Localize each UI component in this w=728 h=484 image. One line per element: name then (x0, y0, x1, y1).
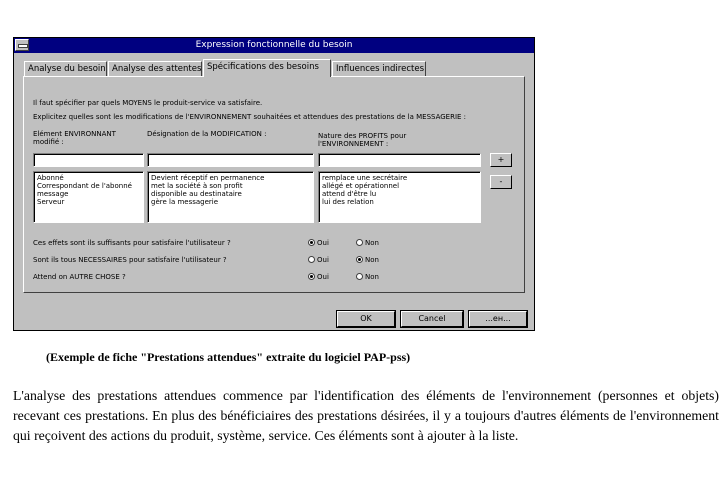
question-1-oui-radio[interactable] (308, 239, 315, 246)
more-button[interactable]: ...ен... (469, 311, 527, 327)
ok-button[interactable]: OK (337, 311, 395, 327)
list-item[interactable]: attend d'être lu (322, 190, 377, 198)
system-menu-icon[interactable] (15, 39, 29, 51)
cancel-button[interactable]: Cancel (401, 311, 463, 327)
question-2-oui-label: Oui (317, 256, 329, 264)
tab-label: Spécifications des besoins (207, 62, 319, 72)
question-3-non-label: Non (365, 273, 379, 281)
question-1-non-radio[interactable] (356, 239, 363, 246)
element-environnant-input[interactable] (33, 153, 144, 167)
col3-label-line1: Nature des PROFITS pour (318, 132, 407, 140)
question-3-oui-radio[interactable] (308, 273, 315, 280)
element-list[interactable] (33, 171, 144, 223)
dialog-title: Expression fonctionnelle du besoin (195, 40, 353, 50)
tab-analyse-du-besoin[interactable] (24, 61, 107, 76)
tab-label: Analyse des attentes (112, 64, 202, 74)
col1-label-line2: modifié : (33, 138, 64, 146)
nature-profits-input[interactable] (318, 153, 481, 167)
list-item[interactable]: allégé et opérationnel (322, 182, 400, 190)
dialog-titlebar[interactable] (14, 38, 534, 53)
tab-specifications-des-besoins[interactable] (203, 59, 331, 77)
question-1-non-label: Non (365, 239, 379, 247)
tab-analyse-des-attentes[interactable] (108, 61, 202, 76)
list-item[interactable]: met la société à son profit (151, 182, 243, 190)
tab-label: Analyse du besoin (28, 64, 106, 74)
body-paragraph: L'analyse des prestations attendues commence par l'identification des éléments de l'environnement (personnes et objets) recevant ces prestations. En plus des bénéficiaires des prestations désirées, il y a toujours d'autres éléments de l'environnement qui reçoivent des actions du produit, système, service. Ces éléments sont à ajouter à la liste. (13, 388, 719, 443)
list-item[interactable]: Devient réceptif en permanence (151, 174, 265, 182)
col2-label: Désignation de la MODIFICATION : (147, 130, 267, 138)
add-button[interactable]: + (490, 153, 512, 167)
dialog-window (13, 37, 535, 331)
col3-label-line2: l'ENVIRONNEMENT : (318, 140, 389, 148)
question-2-non-label: Non (365, 256, 379, 264)
question-3-text: Attend on AUTRE CHOSE ? (33, 273, 126, 281)
list-item[interactable]: Correspondant de l'abonné (37, 182, 132, 190)
question-3-oui-label: Oui (317, 273, 329, 281)
modification-list[interactable] (147, 171, 314, 223)
intro-text-1: Il faut spécifier par quels MOYENS le produit-service va satisfaire. (33, 99, 263, 107)
question-3-non-radio[interactable] (356, 273, 363, 280)
col1-label-line1: Elément ENVIRONNANT (33, 130, 116, 138)
list-item[interactable]: Abonné (37, 174, 64, 182)
list-item[interactable]: lui des relation (322, 198, 374, 206)
profits-list[interactable] (318, 171, 481, 223)
question-1-text: Ces effets sont ils suffisants pour satisfaire l'utilisateur ? (33, 239, 231, 247)
figure-caption: (Exemple de fiche "Prestations attendues" extraite du logiciel PAP-pss) (46, 350, 411, 364)
list-item[interactable]: Serveur (37, 198, 65, 206)
remove-button[interactable]: - (490, 175, 512, 189)
tab-label: Influences indirectes (336, 64, 424, 74)
list-item[interactable]: disponible au destinataire (151, 190, 242, 198)
intro-text-2: Explicitez quelles sont les modifications de l'ENVIRONNEMENT souhaitées et attendues des prestations de la MESSAGERIE : (33, 113, 467, 121)
tab-influences-indirectes[interactable] (332, 61, 426, 76)
question-2-text: Sont ils tous NECESSAIRES pour satisfaire l'utilisateur ? (33, 256, 227, 264)
question-2-oui-radio[interactable] (308, 256, 315, 263)
list-item[interactable]: message (37, 190, 69, 198)
question-1-oui-label: Oui (317, 239, 329, 247)
list-item[interactable]: gère la messagerie (151, 198, 219, 206)
designation-modification-input[interactable] (147, 153, 314, 167)
question-2-non-radio[interactable] (356, 256, 363, 263)
list-item[interactable]: remplace une secrétaire (322, 174, 408, 182)
